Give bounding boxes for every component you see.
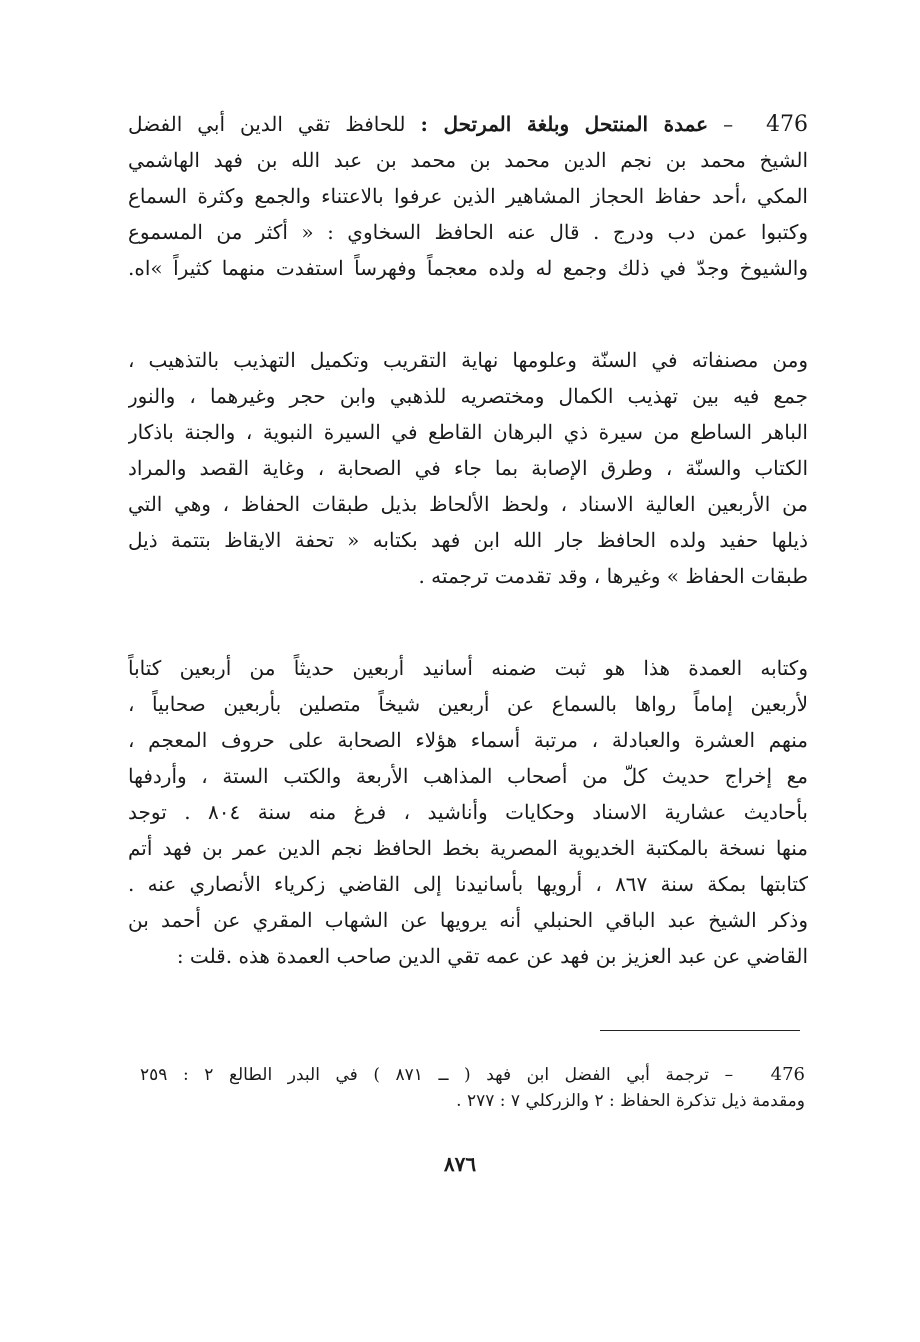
- entry-text-line: المكي ،أحد حفاظ الحجاز المشاهير الذين عرفوا بالاعتناء والجمع وكثرة السماع: [128, 184, 808, 208]
- entry-paragraph-2: [128, 342, 808, 594]
- entry-number: 476: [766, 112, 808, 137]
- footnote-line: [140, 1062, 805, 1088]
- entry-text-line: من الأربعين العالية الاسناد ، ولحظ الألحاظ بذيل طبقات الحفاظ ، وهي التي: [128, 492, 808, 516]
- entry-text-line: منها نسخة بالمكتبة الخديوية المصرية بخط الحافظ نجم الدين عمر بن فهد أتم: [128, 836, 808, 860]
- entry-text-line: مع إخراج حديث كلّ من أصحاب المذاهب الأربعة والكتب الستة ، وأردفها: [128, 764, 808, 788]
- footnote-text: ترجمة أبي الفضل ابن فهد ( ــ ٨٧١ ) في البدر الطالع ٢ : ٢٥٩: [140, 1065, 710, 1085]
- entry-dash: –: [723, 112, 734, 136]
- entry-text-line: للحافظ تقي الدين أبي الفضل: [128, 112, 406, 136]
- entry-paragraph-3: [128, 650, 808, 974]
- entry-text-line: وذكر الشيخ عبد الباقي الحنبلي أنه يرويها عن الشهاب المقري عن أحمد بن: [128, 908, 808, 932]
- footnote-number: 476: [770, 1064, 805, 1085]
- entry-paragraph-1: [128, 106, 808, 286]
- entry-text-line: كتابتها بمكة سنة ٨٦٧ ، أرويها بأسانيدنا إلى القاضي زكرياء الأنصاري عنه .: [128, 872, 808, 896]
- entry-text-line: الشيخ محمد بن نجم الدين محمد بن محمد بن عبد الله بن فهد الهاشمي: [128, 148, 808, 172]
- entry-text-line: الباهر الساطع من سيرة ذي البرهان القاطع في السيرة النبوية ، والجنة باذكار: [128, 420, 808, 444]
- entry-text-line: ومن مصنفاته في السنّة وعلومها نهاية التقريب وتكميل التهذيب بالتذهيب ،: [128, 348, 808, 372]
- entry-text-line: لأربعين إماماً رواها بالسماع عن أربعين شيخاً متصلين بأربعين صحابياً ،: [128, 692, 808, 716]
- entry-text-line: وكتبوا عمن دب ودرج . قال عنه الحافظ السخاوي : « أكثر من المسموع: [128, 220, 808, 244]
- entry-text-line: طبقات الحفاظ » وغيرها ، وقد تقدمت ترجمته .: [418, 564, 808, 588]
- entry-text-line: جمع فيه بين تهذيب الكمال ومختصريه للذهبي وابن حجر وغيرهما ، والنور: [128, 384, 808, 408]
- entry-text-line: القاضي عن عبد العزيز بن فهد عن عمه تقي الدين صاحب العمدة هذه .قلت :: [176, 944, 808, 968]
- entry-heading-line: [128, 106, 808, 142]
- entry-text-line: وكتابه العمدة هذا هو ثبت ضمنه أسانيد أربعين حديثاً من أربعين كتاباً: [128, 656, 808, 680]
- entry-text-line: والشيوخ وجدّ في ذلك وجمع له ولده معجماً وفهرساً استفدت منهما كثيراً »اه.: [128, 256, 808, 280]
- entry-title: عمدة المنتحل وبلغة المرتحل :: [420, 112, 709, 136]
- footnote: [140, 1062, 805, 1114]
- footnote-separator: [600, 1030, 800, 1031]
- entry-text-line: الكتاب والسنّة ، وطرق الإصابة بما جاء في الصحابة ، وغاية القصد والمراد: [128, 456, 808, 480]
- entry-text-line: منهم العشرة والعبادلة ، مرتبة أسماء هؤلاء الصحابة على حروف المعجم ،: [128, 728, 808, 752]
- footnote-dash: –: [724, 1065, 734, 1085]
- entry-text-line: بأحاديث عشارية الاسناد وحكايات وأناشيد ، فرغ منه سنة ٨٠٤ . توجد: [128, 800, 808, 824]
- page-number: ٨٧٦: [443, 1152, 477, 1176]
- entry-text-line: ذيلها حفيد ولده الحافظ جار الله ابن فهد بكتابه « تحفة الايقاظ بتتمة ذيل: [128, 528, 808, 552]
- footnote-line: ومقدمة ذيل تذكرة الحفاظ : ٢ والزركلي ٧ : ٢٧٧ .: [456, 1091, 805, 1111]
